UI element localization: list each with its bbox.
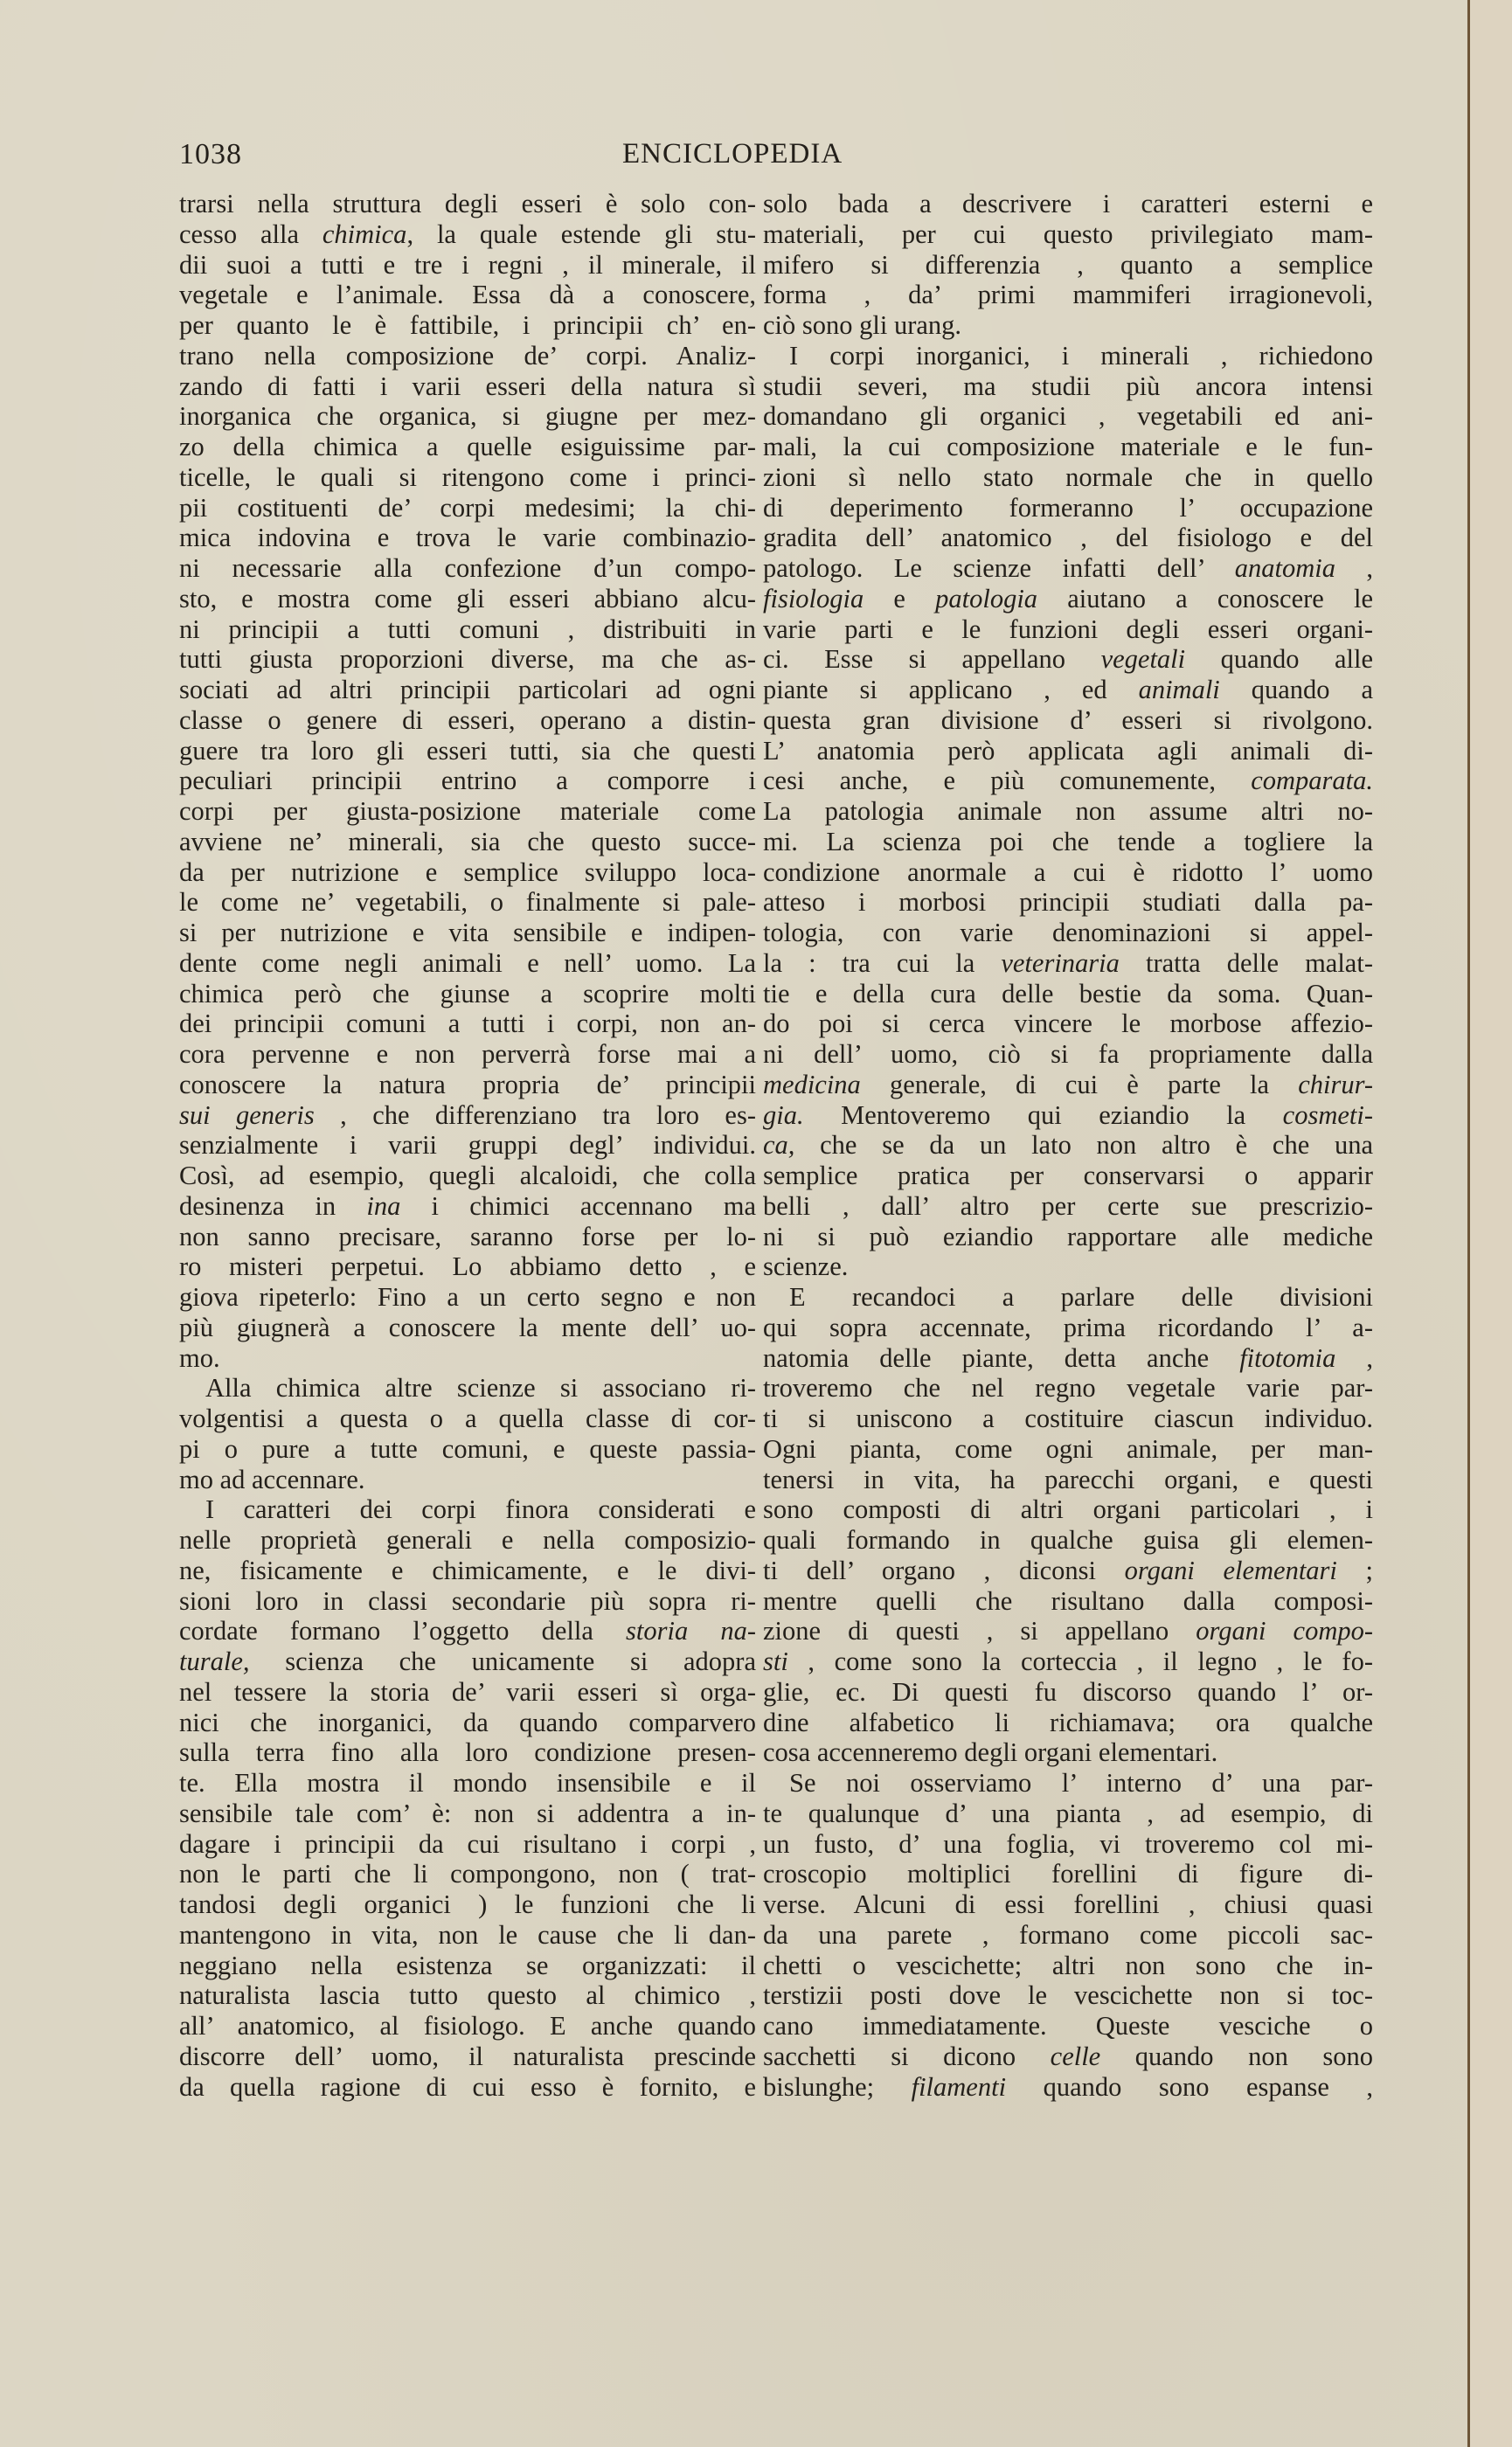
text-line: vegetale e l’animale. Essa dà a conoscere, xyxy=(179,280,756,310)
text-line: I corpi inorganici, i minerali , richiedono xyxy=(789,340,1373,371)
text-line: mantengono in vita, non le cause che li dan- xyxy=(179,1919,756,1950)
text-line: giova ripeterlo: Fino a un certo segno e non xyxy=(179,1282,756,1312)
text-line: domandano gli organici , vegetabili ed ani- xyxy=(763,401,1373,432)
text-line: tenersi in vita, ha parecchi organi, e questi xyxy=(763,1464,1373,1494)
page-number: 1038 xyxy=(179,138,242,170)
text-line: E recandoci a parlare delle divisioni xyxy=(789,1282,1373,1312)
text-line: le come ne’ vegetabili, o finalmente si pale- xyxy=(179,887,756,918)
text-line: pii costituenti de’ corpi medesimi; la chi- xyxy=(179,492,756,523)
text-line: ciò sono gli urang. xyxy=(763,310,962,340)
text-line: cesso alla chimica, la quale estende gli stu- xyxy=(179,218,756,249)
text-line: forma , da’ primi mammiferi irragionevoli, xyxy=(763,280,1373,310)
text-line: quali formando in qualche guisa gli elemen- xyxy=(763,1525,1373,1555)
text-line: all’ anatomico, al fisiologo. E anche quando xyxy=(179,2011,756,2041)
text-line: per quanto le è fattibile, i principii ch’ en- xyxy=(179,310,756,340)
text-line: guere tra loro gli esseri tutti, sia che questi xyxy=(179,735,756,766)
italic-term: filamenti xyxy=(911,2071,1007,2102)
italic-term: sui generis xyxy=(179,1099,315,1130)
text-line: cordate formano l’oggetto della storia na- xyxy=(179,1616,756,1646)
italic-term: cosmeti- xyxy=(1282,1099,1373,1130)
italic-term: organi compo- xyxy=(1196,1616,1374,1646)
text-line: mo ad accennare. xyxy=(179,1464,365,1494)
text-line: cosa accenneremo degli organi elementari. xyxy=(763,1737,1218,1768)
text-line: gia. Mentoveremo qui eziandio la cosmeti- xyxy=(763,1099,1373,1130)
text-line: da per nutrizione e semplice sviluppo loca- xyxy=(179,856,756,887)
italic-term: medicina xyxy=(763,1069,861,1099)
text-line: mifero si differenzia , quanto a semplice xyxy=(763,249,1373,280)
text-line: piante si applicano , ed animali quando a xyxy=(763,675,1373,704)
text-line: nelle proprietà generali e nella composizio- xyxy=(179,1525,756,1555)
text-line: fisiologia e patologia aiutano a conoscere le xyxy=(763,583,1373,613)
text-line: scienze. xyxy=(763,1251,849,1282)
text-line: zioni sì nello stato normale che in quello xyxy=(763,461,1373,492)
text-line: nici che inorganici, da quando comparvero xyxy=(179,1707,756,1737)
text-line: I caratteri dei corpi finora considerati e xyxy=(205,1494,756,1525)
italic-term: sti xyxy=(763,1646,788,1676)
text-line: qui sopra accennate, prima ricordando l’ a- xyxy=(763,1312,1373,1342)
text-line: senzialmente i varii gruppi degl’ individui. xyxy=(179,1130,756,1161)
text-line: sulla terra fino alla loro condizione presen- xyxy=(179,1737,756,1768)
italic-term: comparata. xyxy=(1251,766,1373,796)
text-line: sociati ad altri principii particolari ad ogni xyxy=(179,675,756,704)
page-header xyxy=(179,138,1377,173)
text-line: non le parti che li compongono, non ( trat- xyxy=(179,1859,756,1889)
italic-term: chirur- xyxy=(1298,1069,1373,1099)
text-line: neggiano nella esistenza se organizzati: il xyxy=(179,1950,756,1980)
text-line: ci. Esse si appellano vegetali quando alle xyxy=(763,644,1373,675)
text-line: mi. La scienza poi che tende a togliere la xyxy=(763,826,1373,856)
text-line: sto, e mostra come gli esseri abbiano alcu- xyxy=(179,583,756,613)
text-line: più giugnerà a conoscere la mente dell’ uo- xyxy=(179,1312,756,1342)
text-line: gradita dell’ anatomico , del fisiologo e del xyxy=(763,523,1373,553)
text-line: avviene ne’ minerali, sia che questo succe- xyxy=(179,826,756,856)
text-line: discorre dell’ uomo, il naturalista prescinde xyxy=(179,2041,756,2071)
text-line: conoscere la natura propria de’ principii xyxy=(179,1069,756,1099)
italic-term: patologia xyxy=(935,583,1038,613)
text-line: sioni loro in classi secondarie più sopra ri- xyxy=(179,1585,756,1616)
italic-term: veterinaria xyxy=(1001,947,1120,978)
text-line: natomia delle piante, detta anche fitotomia , xyxy=(763,1342,1373,1373)
italic-term: animali xyxy=(1138,675,1220,704)
text-line: dii suoi a tutti e tre i regni , il minerale, il xyxy=(179,249,756,280)
text-line: mali, la cui composizione materiale e le fun- xyxy=(763,432,1373,461)
text-line: pi o pure a tutte comuni, e queste passia- xyxy=(179,1433,756,1464)
text-line: L’ anatomia però applicata agli animali di- xyxy=(763,735,1373,766)
text-line: peculiari principii entrino a comporre i xyxy=(179,766,756,796)
text-line: nel tessere la storia de’ varii esseri sì orga- xyxy=(179,1676,756,1707)
text-line: ni necessarie alla confezione d’un compo- xyxy=(179,553,756,583)
italic-term: ina xyxy=(366,1190,401,1221)
text-line: di deperimento formeranno l’ occupazione xyxy=(763,492,1373,523)
text-line: da quella ragione di cui esso è fornito, e xyxy=(179,2071,756,2102)
italic-term: turale, xyxy=(179,1646,250,1676)
text-line: solo bada a descrivere i caratteri esterni e xyxy=(763,189,1373,218)
text-line: chimica però che giunse a scoprire molti xyxy=(179,978,756,1009)
italic-term: celle xyxy=(1050,2041,1101,2071)
text-line: materiali, per cui questo privilegiato mam- xyxy=(763,218,1373,249)
text-line: da una parete , formano come piccoli sac- xyxy=(763,1919,1373,1950)
text-line: varie parti e le funzioni degli esseri organi- xyxy=(763,613,1373,644)
running-head: ENCICLOPEDIA xyxy=(622,138,843,170)
italic-term: gia. xyxy=(763,1099,804,1130)
italic-term: vegetali xyxy=(1100,644,1186,675)
text-line: croscopio moltiplici forellini di figure di- xyxy=(763,1859,1373,1889)
text-line: tandosi degli organici ) le funzioni che li xyxy=(179,1889,756,1919)
text-line: sono composti di altri organi particolari , i xyxy=(763,1494,1373,1525)
text-line: la : tra cui la veterinaria tratta delle malat- xyxy=(763,947,1373,978)
text-line: ni si può eziandio rapportare alle mediche xyxy=(763,1221,1373,1251)
text-line: ro misteri perpetui. Lo abbiamo detto , e xyxy=(179,1251,756,1282)
text-line: atteso i morbosi principii studiati dalla pa- xyxy=(763,887,1373,918)
text-line: mica indovina e trova le varie combinazio- xyxy=(179,523,756,553)
italic-term: fisiologia xyxy=(763,583,864,613)
text-line: tologia, con varie denominazioni si appel- xyxy=(763,918,1373,947)
text-line: ticelle, le quali si ritengono come i princi- xyxy=(179,461,756,492)
text-line: corpi per giusta-posizione materiale come xyxy=(179,796,756,826)
text-line: glie, ec. Di questi fu discorso quando l’ or- xyxy=(763,1676,1373,1707)
text-line: ca, che se da un lato non altro è che una xyxy=(763,1130,1373,1161)
text-line: zo della chimica a quelle esiguissime par- xyxy=(179,432,756,461)
italic-term: ca, xyxy=(763,1130,795,1161)
text-line: te qualunque d’ una pianta , ad esempio, di xyxy=(763,1798,1373,1828)
text-line: semplice pratica per conservarsi o apparir xyxy=(763,1161,1373,1190)
italic-term: chimica xyxy=(322,218,407,249)
text-line: dente come negli animali e nell’ uomo. La xyxy=(179,947,756,978)
left-column xyxy=(179,189,756,2102)
text-line: si per nutrizione e vita sensibile e indipen- xyxy=(179,918,756,947)
text-line: sensibile tale com’ è: non si addentra a in- xyxy=(179,1798,756,1828)
text-line: La patologia animale non assume altri no- xyxy=(763,796,1373,826)
text-line: questa gran divisione d’ esseri si rivolgono. xyxy=(763,704,1373,735)
text-line: te. Ella mostra il mondo insensibile e il xyxy=(179,1768,756,1798)
text-line: ti dell’ organo , diconsi organi elementari ; xyxy=(763,1555,1373,1585)
text-line: belli , dall’ altro per certe sue prescrizio- xyxy=(763,1190,1373,1221)
text-line: sacchetti si dicono celle quando non sono xyxy=(763,2041,1373,2071)
text-line: trano nella composizione de’ corpi. Analiz- xyxy=(179,340,756,371)
text-line: dagare i principii da cui risultano i corpi , xyxy=(179,1828,756,1859)
text-line: cesi anche, e più comunemente, comparata. xyxy=(763,766,1373,796)
text-line: classe o genere di esseri, operano a distin- xyxy=(179,704,756,735)
text-line: condizione anormale a cui è ridotto l’ uomo xyxy=(763,856,1373,887)
text-line: desinenza in ina i chimici accennano ma xyxy=(179,1190,756,1221)
text-line: non sanno precisare, saranno forse per lo- xyxy=(179,1221,756,1251)
italic-term: fitotomia xyxy=(1239,1342,1336,1373)
text-line: do poi si cerca vincere le morbose affezio- xyxy=(763,1009,1373,1039)
text-line: terstizii posti dove le vescichette non si toc- xyxy=(763,1980,1373,2011)
text-line: Ogni pianta, come ogni animale, per man- xyxy=(763,1433,1373,1464)
text-line: sti , come sono la corteccia , il legno , le fo- xyxy=(763,1646,1373,1676)
text-line: un fusto, d’ una foglia, vi troveremo col mi- xyxy=(763,1828,1373,1859)
text-line: tie e della cura delle bestie da soma. Quan- xyxy=(763,978,1373,1009)
text-line: naturalista lascia tutto questo al chimico , xyxy=(179,1980,756,2011)
text-line: Così, ad esempio, quegli alcaloidi, che colla xyxy=(179,1161,756,1190)
text-line: studii severi, ma studii più ancora intensi xyxy=(763,371,1373,401)
text-line: patologo. Le scienze infatti dell’ anatomia , xyxy=(763,553,1373,583)
text-line: inorganica che organica, si giugne per mez- xyxy=(179,401,756,432)
text-line: Alla chimica altre scienze si associano ri- xyxy=(205,1373,756,1404)
text-line: chetti o vescichette; altri non sono che in- xyxy=(763,1950,1373,1980)
text-line: troveremo che nel regno vegetale varie par- xyxy=(763,1373,1373,1404)
text-line: dine alfabetico li richiamava; ora qualche xyxy=(763,1707,1373,1737)
text-line: mo. xyxy=(179,1342,220,1373)
text-line: mentre quelli che risultano dalla composi- xyxy=(763,1585,1373,1616)
text-line: bislunghe; filamenti quando sono espanse , xyxy=(763,2071,1373,2102)
text-line: tutti giusta proporzioni diverse, ma che as- xyxy=(179,644,756,675)
text-line: trarsi nella struttura degli esseri è solo con- xyxy=(179,189,756,218)
italic-term: organi elementari xyxy=(1124,1555,1337,1585)
text-line: volgentisi a questa o a quella classe di cor- xyxy=(179,1404,756,1433)
text-line: cora pervenne e non perverrà forse mai a xyxy=(179,1039,756,1069)
text-line: ti si uniscono a costituire ciascun individuo. xyxy=(763,1404,1373,1433)
text-line: cano immediatamente. Queste vesciche o xyxy=(763,2011,1373,2041)
text-line: ni principii a tutti comuni , distribuiti in xyxy=(179,613,756,644)
text-line: verse. Alcuni di essi forellini , chiusi quasi xyxy=(763,1889,1373,1919)
text-line: medicina generale, di cui è parte la chirur- xyxy=(763,1069,1373,1099)
adjacent-page-edge xyxy=(1470,0,1512,2447)
italic-term: anatomia xyxy=(1234,553,1335,583)
text-line: turale, scienza che unicamente si adopra xyxy=(179,1646,756,1676)
text-line: ni dell’ uomo, ciò si fa propriamente dalla xyxy=(763,1039,1373,1069)
right-column xyxy=(763,189,1373,2102)
text-line: ne, fisicamente e chimicamente, e le divi- xyxy=(179,1555,756,1585)
italic-term: storia na- xyxy=(626,1616,756,1646)
text-line: dei principii comuni a tutti i corpi, non an- xyxy=(179,1009,756,1039)
text-line: Se noi osserviamo l’ interno d’ una par- xyxy=(789,1768,1373,1798)
text-line: sui generis , che differenziano tra loro es- xyxy=(179,1099,756,1130)
text-line: zione di questi , si appellano organi compo- xyxy=(763,1616,1374,1646)
text-line: zando di fatti i varii esseri della natura sì xyxy=(179,371,756,401)
